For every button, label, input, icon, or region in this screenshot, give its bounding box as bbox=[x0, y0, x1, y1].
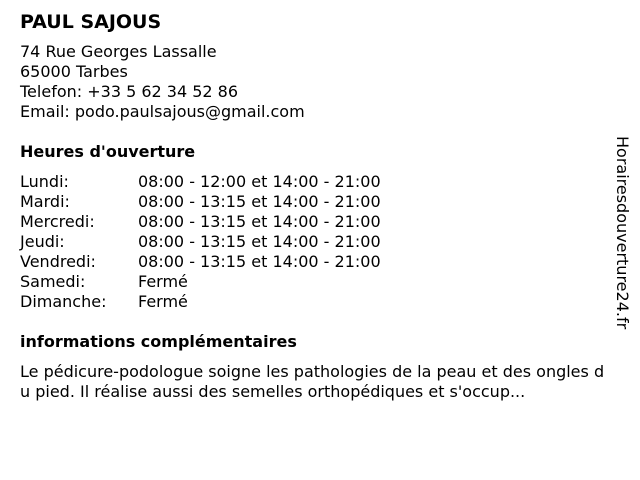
day-label: Dimanche: bbox=[20, 292, 107, 311]
business-name: PAUL SAJOUS bbox=[20, 11, 162, 33]
hours-row-vendredi bbox=[20, 252, 620, 272]
hours-title: Heures d'ouverture bbox=[20, 142, 196, 161]
day-hours: Fermé bbox=[138, 292, 188, 311]
address-street: 74 Rue Georges Lassalle bbox=[20, 42, 217, 61]
info-description: Le pédicure-podologue soigne les pathologies de la peau et des ongles du pied. Il réalise aussi des semelles orthopédiques et s'occup... bbox=[20, 362, 605, 401]
day-label: Lundi: bbox=[20, 172, 69, 191]
day-hours: 08:00 - 13:15 et 14:00 - 21:00 bbox=[138, 212, 381, 231]
day-label: Mercredi: bbox=[20, 212, 95, 231]
day-label: Vendredi: bbox=[20, 252, 96, 271]
hours-row-samedi bbox=[20, 272, 620, 292]
day-hours: Fermé bbox=[138, 272, 188, 291]
day-label: Samedi: bbox=[20, 272, 86, 291]
hours-row-mercredi bbox=[20, 212, 620, 232]
email-address: Email: podo.paulsajous@gmail.com bbox=[20, 102, 305, 121]
day-hours: 08:00 - 13:15 et 14:00 - 21:00 bbox=[138, 192, 381, 211]
hours-row-mardi bbox=[20, 192, 620, 212]
day-label: Mardi: bbox=[20, 192, 70, 211]
day-hours: 08:00 - 13:15 et 14:00 - 21:00 bbox=[138, 252, 381, 271]
site-watermark: Horairesdouverture24.fr bbox=[613, 136, 632, 330]
day-hours: 08:00 - 12:00 et 14:00 - 21:00 bbox=[138, 172, 381, 191]
hours-row-dimanche bbox=[20, 292, 620, 312]
info-title: informations complémentaires bbox=[20, 332, 297, 351]
hours-row-jeudi bbox=[20, 232, 620, 252]
address-city: 65000 Tarbes bbox=[20, 62, 128, 81]
hours-row-lundi bbox=[20, 172, 620, 192]
day-hours: 08:00 - 13:15 et 14:00 - 21:00 bbox=[138, 232, 381, 251]
day-label: Jeudi: bbox=[20, 232, 65, 251]
hours-table bbox=[20, 172, 620, 312]
business-card bbox=[20, 10, 620, 402]
phone-number: Telefon: +33 5 62 34 52 86 bbox=[20, 82, 239, 101]
